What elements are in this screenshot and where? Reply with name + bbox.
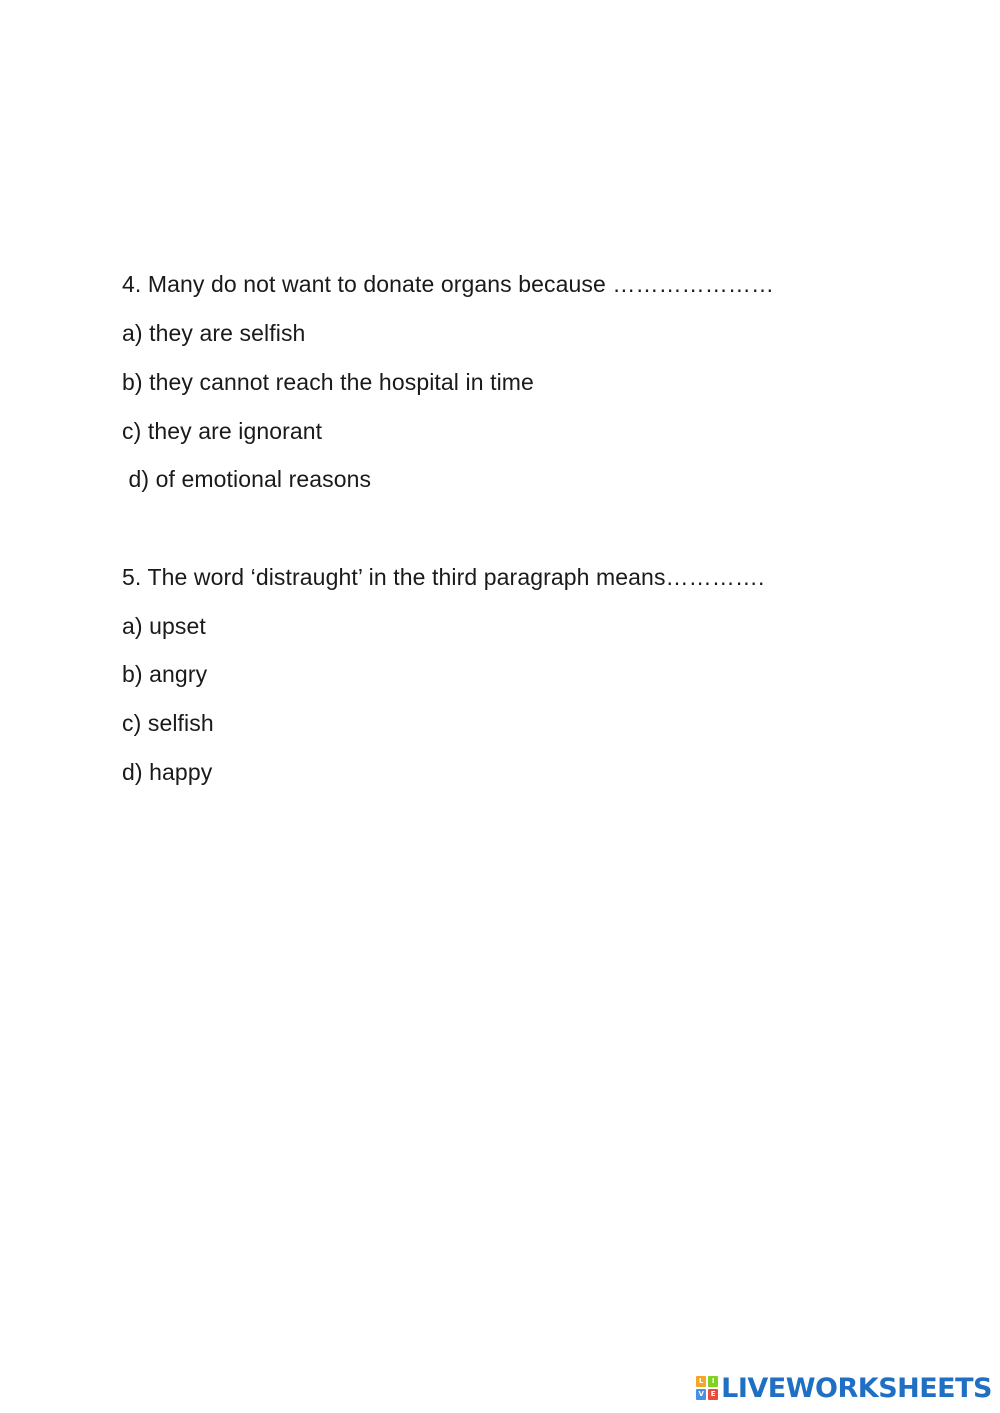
logo-mark-tile: I bbox=[708, 1376, 718, 1387]
logo-text: LIVEWORKSHEETS bbox=[721, 1372, 992, 1404]
question-5-prompt: 5. The word ‘distraught’ in the third paragraph means…………. bbox=[122, 564, 765, 590]
question-4-option-d[interactable]: d) of emotional reasons bbox=[122, 466, 372, 492]
question-4-option-b[interactable]: b) they cannot reach the hospital in time bbox=[122, 369, 534, 395]
question-4-option-c[interactable]: c) they are ignorant bbox=[122, 418, 323, 444]
question-4-option-a[interactable]: a) they are selfish bbox=[122, 320, 306, 346]
logo-mark-tile: L bbox=[696, 1376, 706, 1387]
question-5-option-b[interactable]: b) angry bbox=[122, 661, 208, 687]
question-4-prompt: 4. Many do not want to donate organs because ………………… bbox=[122, 271, 775, 297]
question-5-option-c[interactable]: c) selfish bbox=[122, 710, 214, 736]
question-5-option-a[interactable]: a) upset bbox=[122, 613, 206, 639]
logo-mark-icon bbox=[696, 1376, 718, 1400]
liveworksheets-logo bbox=[696, 1373, 992, 1403]
logo-mark-tile: E bbox=[708, 1389, 718, 1400]
logo-mark-tile: V bbox=[696, 1389, 706, 1400]
question-5-option-d[interactable]: d) happy bbox=[122, 759, 213, 785]
